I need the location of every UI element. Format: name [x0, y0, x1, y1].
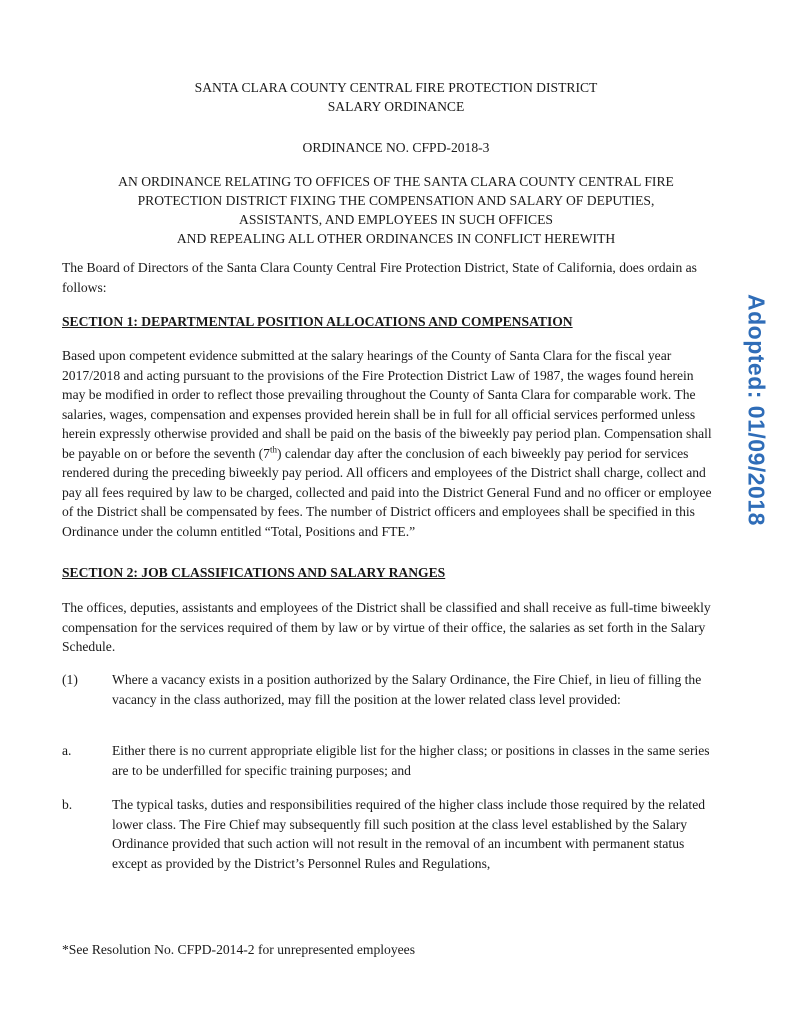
- title-line: ASSISTANTS, AND EMPLOYEES IN SUCH OFFICES: [239, 212, 553, 227]
- list-text: The typical tasks, duties and responsibilities required of the higher class include those required by the related lower class. The Fire Chief may subsequently fill such position at the class level established by the Salary Ordinance provided that such action will not result in the removal of an incumbent with permanent status except as provided by the District’s Personnel Rules and Regulations,: [112, 797, 706, 871]
- district-name: SANTA CLARA COUNTY CENTRAL FIRE PROTECTION DISTRICT: [194, 80, 598, 95]
- document-header: [60, 78, 732, 116]
- section1-text-part1: Based upon competent evidence submitted at the salary hearings of the County of Santa Clara for the fiscal year 2017/2018 and acting pursuant to the provisions of the Fire Protection District Law of 1987, the wages found herein may be modified in order to reflect those prevailing throughout the County of Santa Clara for comparable work. The salaries, wages, compensation and expenses provided herein shall be in full for all official services performed unless herein expressly otherwise provided and shall be paid on the basis of the biweekly pay period plan. Compensation shall be payable on or before the seventh (7: [62, 348, 712, 461]
- footnote: *See Resolution No. CFPD-2014-2 for unrepresented employees: [62, 942, 415, 957]
- section1-heading: SECTION 1: DEPARTMENTAL POSITION ALLOCATIONS AND COMPENSATION: [62, 314, 573, 329]
- adopted-date-label: Adopted: 01/09/2018: [743, 294, 770, 526]
- superscript: th: [269, 443, 277, 454]
- ordinance-number: ORDINANCE NO. CFPD-2018-3: [302, 140, 490, 155]
- list-marker: a.: [62, 743, 72, 758]
- section2-heading: SECTION 2: JOB CLASSIFICATIONS AND SALARY RANGES: [62, 565, 446, 580]
- section1-text-part2: ) calendar day after the conclusion of each biweekly pay period for services rendered during the preceding biweekly pay period. All officers and employees of the District shall charge, collect and pay all fees required by law to be charged, collected and paid into the District General Fund and no officer or employee of the District shall be compensated by fees. The number of District officers and employees shall be specified in this Ordinance under the column entitled “Total, Positions and FTE.”: [62, 445, 712, 539]
- title-line: AN ORDINANCE RELATING TO OFFICES OF THE SANTA CLARA COUNTY CENTRAL FIRE: [118, 174, 674, 189]
- document-type: SALARY ORDINANCE: [327, 99, 465, 114]
- list-text: Where a vacancy exists in a position authorized by the Salary Ordinance, the Fire Chief, in lieu of filling the vacancy in the class authorized, may fill the position at the lower related class level provided:: [112, 672, 702, 707]
- list-marker: (1): [62, 672, 78, 687]
- ordinance-title: [60, 172, 732, 248]
- intro-paragraph: The Board of Directors of the Santa Clara County Central Fire Protection District, State of California, does ordain as follows:: [62, 260, 697, 295]
- title-line: AND REPEALING ALL OTHER ORDINANCES IN CONFLICT HEREWITH: [176, 231, 616, 246]
- section2-paragraph: The offices, deputies, assistants and employees of the District shall be classified and shall receive as full-time biweekly compensation for the services required of them by law or by virtue of their office, the salaries as set forth in the Salary Schedule.: [62, 600, 711, 654]
- title-line: PROTECTION DISTRICT FIXING THE COMPENSATION AND SALARY OF DEPUTIES,: [137, 193, 655, 208]
- list-text: Either there is no current appropriate eligible list for the higher class; or positions in classes in the same series are to be underfilled for specific training purposes; and: [112, 743, 710, 778]
- section1-paragraph: [62, 346, 712, 541]
- adopted-stamp: [736, 280, 776, 540]
- list-marker: b.: [62, 797, 73, 812]
